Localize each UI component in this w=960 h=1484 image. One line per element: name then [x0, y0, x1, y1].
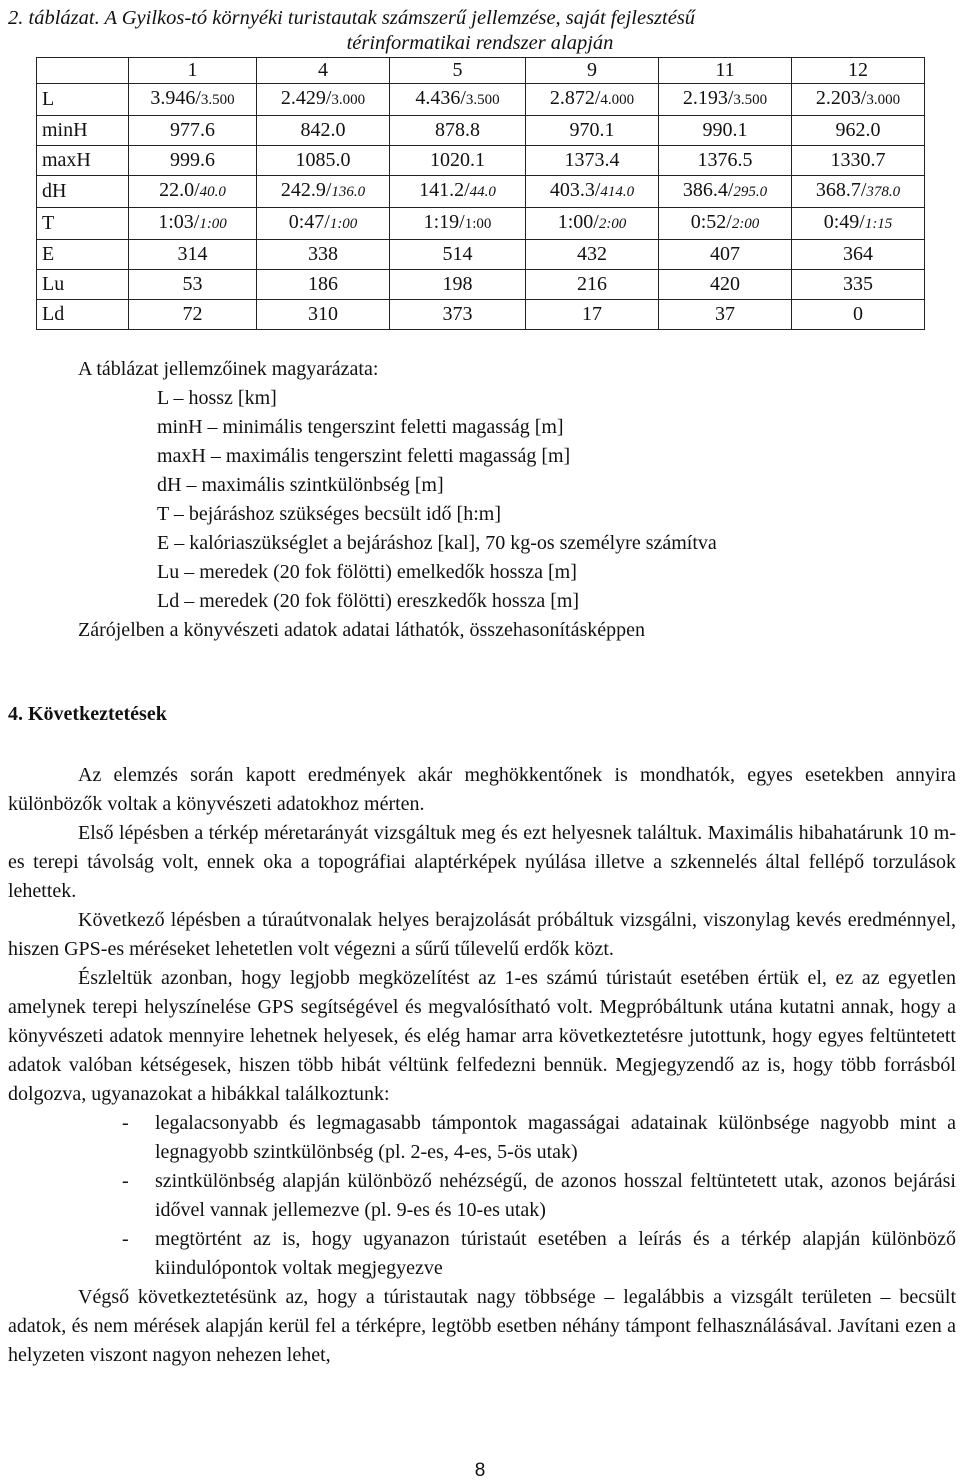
table-row	[37, 146, 925, 176]
legend-item: dH – maximális szintkülönbség [m]	[157, 474, 444, 496]
legend-item: T – bejáráshoz szükséges becsült idő [h:m]	[157, 503, 501, 525]
cell-value: 970.1	[569, 119, 615, 141]
trail-data-table	[36, 57, 925, 330]
header-corner-cell	[37, 58, 129, 84]
column-header: 5	[390, 58, 526, 84]
column-header: 9	[526, 58, 659, 84]
table-cell	[129, 240, 257, 270]
cell-value: 216	[577, 273, 607, 295]
legend-heading: A táblázat jellemzőinek magyarázata:	[78, 358, 379, 380]
cell-reference-value: 3.500	[465, 92, 500, 108]
cell-value: 1:19/	[423, 211, 465, 233]
cell-value: 37	[715, 303, 735, 325]
cell-value: 3.946/	[150, 87, 201, 109]
table-cell	[257, 176, 390, 208]
table-cell	[390, 240, 526, 270]
table-row	[37, 270, 925, 300]
legend-item: minH – minimális tengerszint feletti magasság [m]	[157, 416, 564, 438]
column-header: 12	[792, 58, 925, 84]
cell-reference-value: 2:00	[598, 216, 627, 232]
cell-value: 314	[177, 243, 208, 265]
cell-reference-value: 378.0	[866, 184, 901, 200]
table-cell	[659, 146, 792, 176]
table-cell	[526, 84, 659, 116]
cell-value: 310	[308, 303, 338, 325]
table-cell	[659, 240, 792, 270]
cell-value: 141.2/	[419, 179, 470, 201]
row-label: L	[37, 84, 129, 116]
cell-reference-value: 136.0	[331, 184, 366, 200]
cell-reference-value: 1:00	[329, 216, 358, 232]
table-cell	[526, 208, 659, 240]
cell-value: 0	[853, 303, 863, 325]
issues-list	[8, 1109, 956, 1283]
table-cell	[129, 176, 257, 208]
cell-value: 53	[182, 273, 203, 295]
cell-reference-value: 1:00	[464, 216, 492, 232]
cell-reference-value: 414.0	[600, 184, 635, 200]
table-cell	[526, 300, 659, 330]
table-cell	[129, 146, 257, 176]
cell-reference-value: 4.000	[600, 92, 635, 108]
table-cell	[792, 208, 925, 240]
cell-value: 1:03/	[158, 211, 200, 233]
cell-value: 2.203/	[815, 87, 867, 109]
table-cell	[390, 176, 526, 208]
row-label: minH	[37, 116, 129, 146]
cell-value: 2.872/	[549, 87, 601, 109]
table-cell	[129, 116, 257, 146]
row-label: maxH	[37, 146, 129, 176]
cell-value: 407	[710, 243, 740, 265]
column-header: 1	[129, 58, 257, 84]
cell-value: 962.0	[835, 119, 881, 141]
table-cell	[257, 240, 390, 270]
table-cell	[129, 84, 257, 116]
cell-reference-value: 3.500	[200, 92, 235, 108]
table-cell	[390, 116, 526, 146]
cell-reference-value: 3.500	[733, 92, 768, 108]
cell-value: 0:49/	[823, 211, 865, 233]
legend-footer: Zárójelben a könyvészeti adatok adatai láthatók, összehasonításképpen	[78, 619, 646, 641]
paragraph-1: Az elemzés során kapott eredmények akár meghökkentőnek is mondhatók, egyes esetekben annyira különbözők voltak a könyvészeti adatokhoz mérten.	[8, 764, 956, 815]
table-cell	[659, 208, 792, 240]
table-cell	[257, 270, 390, 300]
legend-item: maxH – maximális tengerszint feletti magasság [m]	[157, 445, 571, 467]
cell-value: 878.8	[435, 119, 480, 141]
cell-value: 335	[843, 273, 873, 295]
cell-value: 1330.7	[830, 149, 886, 171]
list-item: - megtörtént az is, hogy ugyanazon túristaút esetében a leírás és a térkép alapján különböző kiindulópontok voltak megjegyezve	[8, 1225, 956, 1283]
cell-value: 0:52/	[690, 211, 732, 233]
table-cell	[390, 300, 526, 330]
legend-item: E – kalóriaszükséglet a bejáráshoz [kal], 70 kg-os személyre számítva	[157, 532, 717, 554]
cell-value: 514	[442, 243, 473, 265]
table-cell	[659, 300, 792, 330]
table-cell	[390, 208, 526, 240]
table-row	[37, 84, 925, 116]
table-cell	[792, 300, 925, 330]
table-cell	[526, 146, 659, 176]
cell-reference-value: 1:00	[199, 216, 227, 232]
table-cell	[257, 116, 390, 146]
table-row	[37, 176, 925, 208]
table-cell	[390, 270, 526, 300]
table-cell	[257, 84, 390, 116]
list-item: - szintkülönbség alapján különböző nehézségű, de azonos hosszal feltüntetett utak, azonos bejárási idővel vannak jellemezve (pl. 9-es és 10-es utak)	[8, 1167, 956, 1225]
final-paragraph: Végső következtetésünk az, hogy a túristautak nagy többsége – legalábbis a vizsgált területen – becsült adatok, és nem mérések alapján kerül fel a térképre, legtöbb esetben néhány támpont felhasználásával. Javítani ezen a helyzeten viszont nagyon nehezen lehet,	[8, 1286, 956, 1366]
cell-value: 2.429/	[280, 87, 332, 109]
page-number: 8	[474, 1460, 486, 1481]
cell-value: 364	[843, 243, 873, 265]
table-cell	[659, 270, 792, 300]
table-cell	[659, 84, 792, 116]
cell-value: 2.193/	[682, 87, 734, 109]
table-row	[37, 116, 925, 146]
table-cell	[526, 270, 659, 300]
cell-value: 1373.4	[564, 149, 620, 171]
table-cell	[659, 116, 792, 146]
cell-reference-value: 295.0	[733, 184, 768, 200]
table-cell	[792, 176, 925, 208]
table-cell	[526, 116, 659, 146]
cell-reference-value: 3.000	[866, 92, 901, 108]
cell-reference-value: 1:15	[864, 216, 893, 232]
cell-value: 17	[582, 303, 602, 325]
table-cell	[659, 176, 792, 208]
table-cell	[257, 300, 390, 330]
column-header: 11	[659, 58, 792, 84]
table-cell	[129, 208, 257, 240]
cell-value: 1376.5	[697, 149, 753, 171]
cell-value: 977.6	[170, 119, 215, 141]
bullet-marker: -	[122, 1228, 129, 1250]
cell-reference-value: 3.000	[331, 92, 366, 108]
section-title: 4. Következtetések	[8, 703, 167, 725]
list-item: - legalacsonyabb és legmagasabb támpontok magasságai adatainak különbsége nagyobb mint a legnagyobb szintkülönbség (pl. 2-es, 4-es, 5-ös utak)	[8, 1109, 956, 1167]
cell-value: 403.3/	[549, 179, 601, 201]
caption-line-2: térinformatikai rendszer alapján	[346, 32, 614, 54]
table-cell	[792, 116, 925, 146]
legend-item: L – hossz [km]	[157, 387, 277, 409]
table-cell	[792, 84, 925, 116]
cell-value: 186	[308, 273, 338, 295]
table-header-row	[37, 58, 925, 84]
table-cell	[526, 240, 659, 270]
cell-reference-value: 2:00	[731, 216, 760, 232]
cell-value: 990.1	[702, 119, 748, 141]
cell-value: 386.4/	[682, 179, 734, 201]
cell-value: 842.0	[300, 119, 346, 141]
row-label: Lu	[37, 270, 129, 300]
cell-value: 338	[308, 243, 338, 265]
table-row	[37, 240, 925, 270]
cell-value: 198	[442, 273, 473, 295]
table-cell	[257, 208, 390, 240]
cell-value: 0:47/	[288, 211, 330, 233]
cell-value: 1085.0	[295, 149, 351, 171]
table-cell	[390, 146, 526, 176]
cell-value: 22.0/	[159, 179, 200, 201]
table-cell	[129, 300, 257, 330]
table-cell	[390, 84, 526, 116]
cell-value: 4.436/	[415, 87, 466, 109]
table-cell	[129, 270, 257, 300]
cell-value: 420	[710, 273, 740, 295]
row-label: T	[37, 208, 129, 240]
paragraph-4: Észleltük azonban, hogy legjobb megközelítést az 1-es számú túristaút esetében értük el, ez az egyetlen amelynek terepi helyszínelése GPS segítségével és megvalósítható volt. Megpróbáltunk utána kutatni annak, hogy a könyvészeti adatok mennyire lehetnek helyesek, és elég hamar arra következtetésre jutottunk, hogy egyes feltüntetett adatok valóban kétségesek, hiszen több hibát véltünk felfedezni bennük. Megjegyzendő az is, hogy több forrásból dolgozva, ugyanazokat a hibákkal találkoztunk:	[8, 967, 956, 1105]
table-cell	[792, 240, 925, 270]
caption-line-1: 2. táblázat. A Gyilkos-tó környéki turistautak számszerű jellemzése, saját fejlesztésű	[8, 7, 696, 29]
table-cell	[792, 270, 925, 300]
row-label: E	[37, 240, 129, 270]
row-label: Ld	[37, 300, 129, 330]
cell-value: 368.7/	[815, 179, 867, 201]
table-row	[37, 300, 925, 330]
table-cell	[257, 146, 390, 176]
cell-value: 373	[442, 303, 473, 325]
cell-reference-value: 40.0	[199, 184, 226, 200]
table-cell	[792, 146, 925, 176]
bullet-marker: -	[122, 1170, 129, 1192]
bullet-marker: -	[122, 1112, 129, 1134]
column-header: 4	[257, 58, 390, 84]
cell-value: 999.6	[170, 149, 215, 171]
paragraph-2: Első lépésben a térkép méretarányát vizsgáltuk meg és ezt helyesnek találtuk. Maximális hibahatárunk 10 m-es terepi távolság volt, ennek oka a topográfiai alaptérképek nyúlása illetve a szkennelés által fellépő torzulások lehettek.	[8, 822, 956, 902]
cell-value: 242.9/	[280, 179, 332, 201]
cell-value: 1:00/	[557, 211, 599, 233]
cell-value: 72	[182, 303, 203, 325]
table-row	[37, 208, 925, 240]
cell-value: 432	[577, 243, 607, 265]
conclusions-body	[8, 761, 956, 1370]
cell-reference-value: 44.0	[469, 184, 496, 200]
legend-item: Lu – meredek (20 fok fölötti) emelkedők hossza [m]	[157, 561, 577, 583]
row-label: dH	[37, 176, 129, 208]
paragraph-3: Következő lépésben a túraútvonalak helyes berajzolását próbáltuk vizsgálni, viszonylag kevés eredménnyel, hiszen GPS-es méréseket lehetetlen volt végezni a sűrű tűlevelű erdők közt.	[8, 909, 956, 960]
table-cell	[526, 176, 659, 208]
legend-item: Ld – meredek (20 fok fölötti) ereszkedők hossza [m]	[157, 590, 580, 612]
cell-value: 1020.1	[430, 149, 485, 171]
